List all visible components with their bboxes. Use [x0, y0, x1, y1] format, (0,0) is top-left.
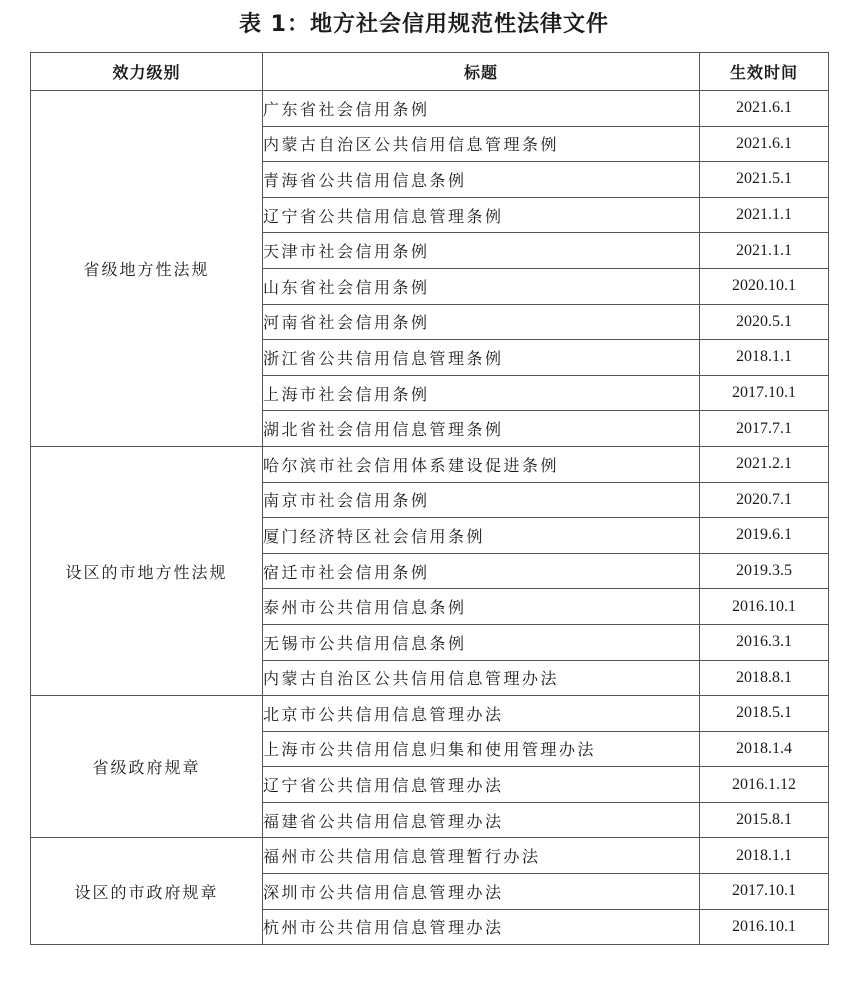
effective-date-cell: 2017.10.1 — [700, 375, 829, 411]
header-title: 标题 — [263, 53, 700, 91]
regulations-table — [30, 52, 829, 945]
header-effective-date: 生效时间 — [700, 53, 829, 91]
effective-date-cell: 2019.6.1 — [700, 518, 829, 554]
law-title-cell: 湖北省社会信用信息管理条例 — [263, 411, 700, 447]
law-title-cell: 福州市公共信用信息管理暂行办法 — [263, 838, 700, 874]
law-title-cell: 上海市社会信用条例 — [263, 375, 700, 411]
effective-date-cell: 2019.3.5 — [700, 553, 829, 589]
law-title-cell: 青海省公共信用信息条例 — [263, 162, 700, 198]
law-title-cell: 宿迁市社会信用条例 — [263, 553, 700, 589]
effective-date-cell: 2020.10.1 — [700, 268, 829, 304]
effective-date-cell: 2018.5.1 — [700, 696, 829, 732]
table-row — [31, 91, 829, 127]
effective-date-cell: 2020.7.1 — [700, 482, 829, 518]
law-title-cell: 北京市公共信用信息管理办法 — [263, 696, 700, 732]
effective-date-cell: 2017.7.1 — [700, 411, 829, 447]
law-title-cell: 浙江省公共信用信息管理条例 — [263, 340, 700, 376]
effective-date-cell: 2018.1.1 — [700, 838, 829, 874]
table-row — [31, 838, 829, 874]
level-cell: 设区的市政府规章 — [31, 838, 263, 945]
effective-date-cell: 2017.10.1 — [700, 874, 829, 910]
effective-date-cell: 2021.1.1 — [700, 233, 829, 269]
effective-date-cell: 2018.1.1 — [700, 340, 829, 376]
header-level: 效力级别 — [31, 53, 263, 91]
effective-date-cell: 2021.2.1 — [700, 446, 829, 482]
law-title-cell: 辽宁省公共信用信息管理条例 — [263, 197, 700, 233]
law-title-cell: 山东省社会信用条例 — [263, 268, 700, 304]
level-cell: 设区的市地方性法规 — [31, 446, 263, 695]
effective-date-cell: 2016.10.1 — [700, 589, 829, 625]
law-title-cell: 福建省公共信用信息管理办法 — [263, 802, 700, 838]
effective-date-cell: 2021.1.1 — [700, 197, 829, 233]
table-caption: 表 1：地方社会信用规范性法律文件 — [239, 12, 609, 37]
law-title-cell: 上海市公共信用信息归集和使用管理办法 — [263, 731, 700, 767]
effective-date-cell: 2021.6.1 — [700, 126, 829, 162]
law-title-cell: 哈尔滨市社会信用体系建设促进条例 — [263, 446, 700, 482]
effective-date-cell: 2016.1.12 — [700, 767, 829, 803]
table-body — [31, 91, 829, 945]
law-title-cell: 杭州市公共信用信息管理办法 — [263, 909, 700, 945]
effective-date-cell: 2018.8.1 — [700, 660, 829, 696]
law-title-cell: 内蒙古自治区公共信用信息管理条例 — [263, 126, 700, 162]
effective-date-cell: 2021.5.1 — [700, 162, 829, 198]
law-title-cell: 辽宁省公共信用信息管理办法 — [263, 767, 700, 803]
law-title-cell: 内蒙古自治区公共信用信息管理办法 — [263, 660, 700, 696]
law-title-cell: 河南省社会信用条例 — [263, 304, 700, 340]
effective-date-cell: 2018.1.4 — [700, 731, 829, 767]
level-cell: 省级政府规章 — [31, 696, 263, 838]
effective-date-cell: 2020.5.1 — [700, 304, 829, 340]
law-title-cell: 无锡市公共信用信息条例 — [263, 624, 700, 660]
law-title-cell: 泰州市公共信用信息条例 — [263, 589, 700, 625]
law-title-cell: 南京市社会信用条例 — [263, 482, 700, 518]
table-row — [31, 446, 829, 482]
law-title-cell: 深圳市公共信用信息管理办法 — [263, 874, 700, 910]
effective-date-cell: 2015.8.1 — [700, 802, 829, 838]
law-title-cell: 厦门经济特区社会信用条例 — [263, 518, 700, 554]
effective-date-cell: 2016.10.1 — [700, 909, 829, 945]
effective-date-cell: 2016.3.1 — [700, 624, 829, 660]
header-row — [31, 53, 829, 91]
law-title-cell: 天津市社会信用条例 — [263, 233, 700, 269]
level-cell: 省级地方性法规 — [31, 91, 263, 447]
effective-date-cell: 2021.6.1 — [700, 91, 829, 127]
law-title-cell: 广东省社会信用条例 — [263, 91, 700, 127]
table-row — [31, 696, 829, 732]
